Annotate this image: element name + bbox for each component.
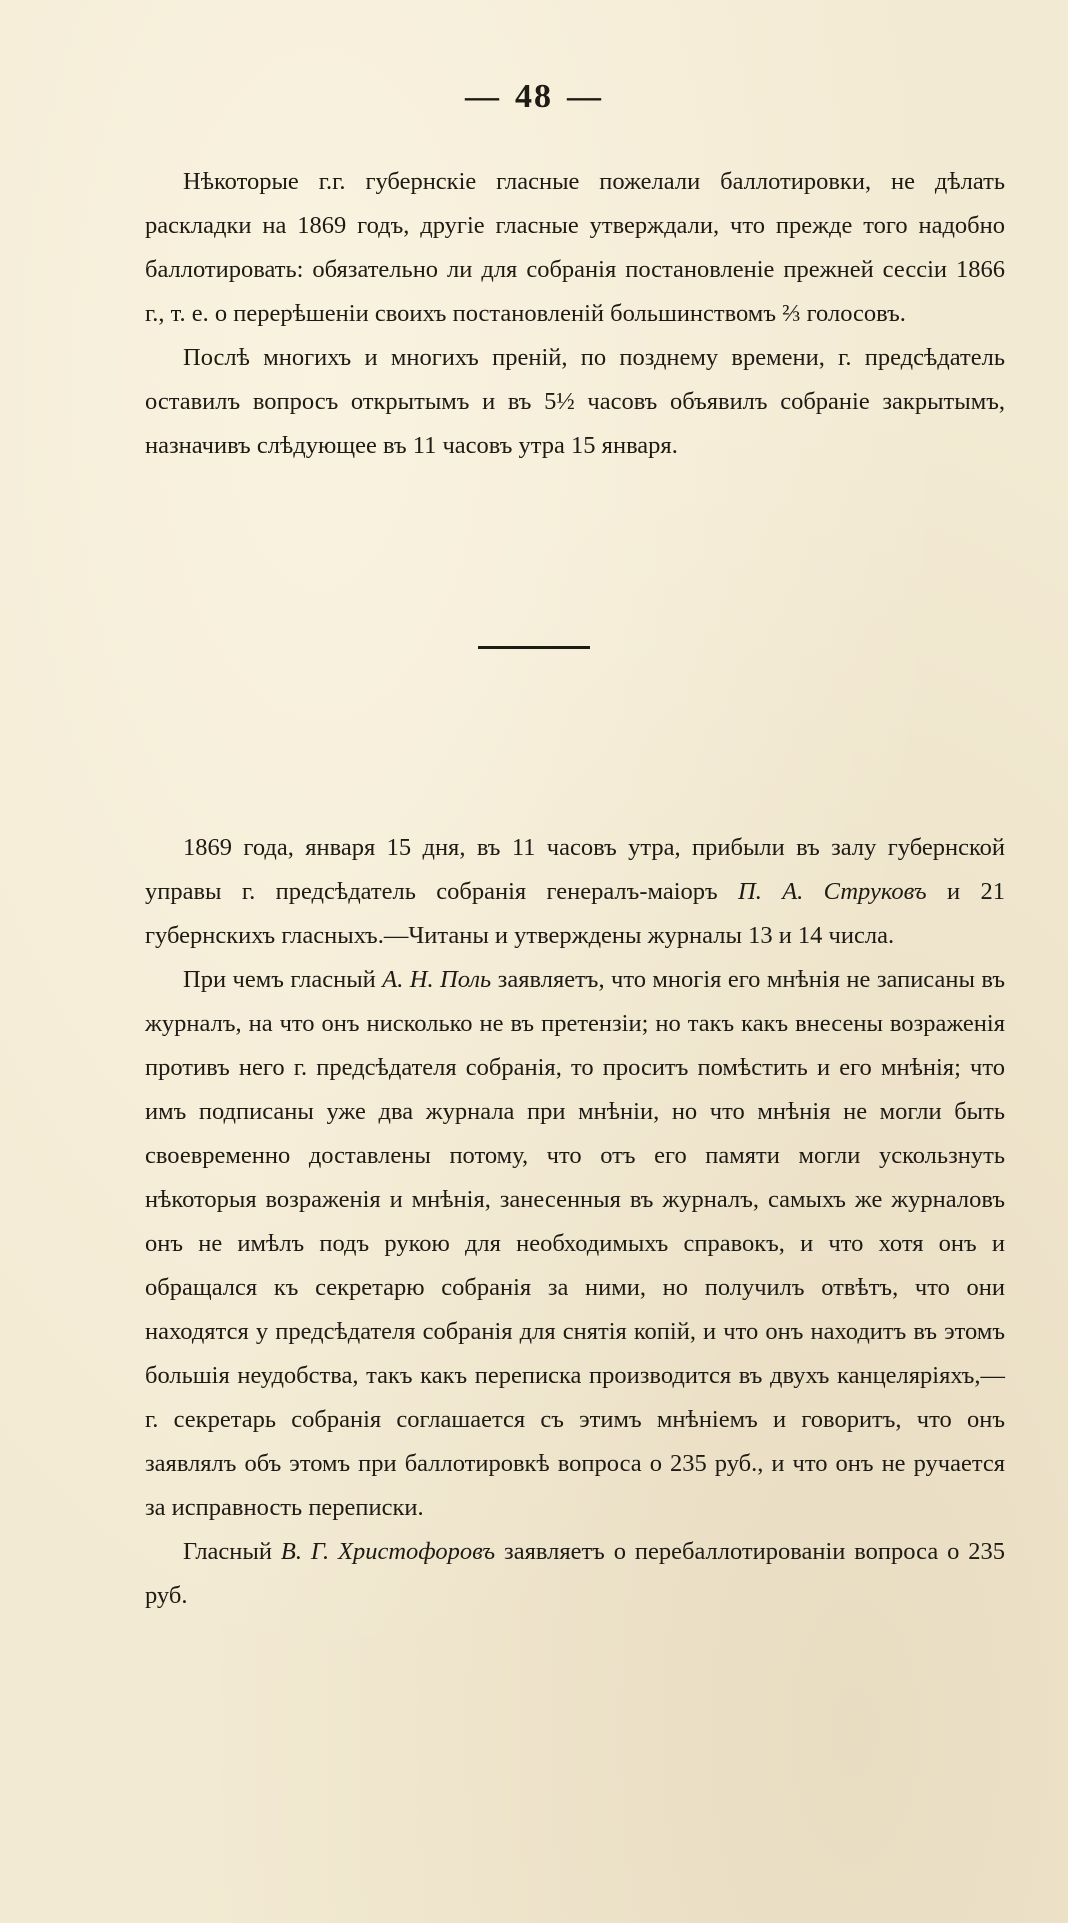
paragraph-session-closed: Послѣ многихъ и многихъ преній, по позднему времени, г. предсѣдатель оставилъ вопросъ открытымъ и въ 5½ часовъ объявилъ собраніе закрытымъ, назначивъ слѣдующее въ 11 часовъ утра 15 января.	[145, 344, 1005, 459]
page-number-value: 48	[515, 78, 553, 115]
person-name: В. Г. Христофоровъ	[280, 1538, 496, 1565]
section-divider	[478, 646, 590, 649]
person-name: П. А. Струковъ	[738, 878, 927, 905]
section-january-15	[145, 826, 1005, 1618]
paragraph-pol-statement: При чемъ гласный А. Н. Поль заявляетъ, что многія его мнѣнія не записаны въ журналъ, на что онъ нисколько не въ претензіи; но такъ какъ внесены возраженія противъ него г. предсѣдателя собранія, то проситъ помѣстить и его мнѣнія; что имъ подписаны уже два журнала при мнѣніи, но что мнѣнія не могли быть своевременно доставлены потому, что отъ его памяти могли ускользнуть нѣкоторыя возраженія и мнѣнія, занесенныя въ журналъ, самыхъ же журналовъ онъ не имѣлъ подъ рукою для необходимыхъ справокъ, и что хотя онъ и обращался къ секретарю собранія за ними, но получилъ отвѣтъ, что они находятся у предсѣдателя собранія для снятія копій, и что онъ находитъ въ этомъ большія неудобства, такъ какъ переписка производится въ двухъ канцеляріяхъ,—г. секретарь собранія соглашается съ этимъ мнѣніемъ и говоритъ, что онъ заявлялъ объ этомъ при баллотировкѣ вопроса о 235 руб., и что онъ не ручается за исправность переписки.	[145, 966, 1006, 1521]
person-name: А. Н. Поль	[382, 966, 492, 993]
paragraph-ballot-dispute: Нѣкоторые г.г. губернскіе гласные пожелали баллотировки, не дѣлать раскладки на 1869 годъ, другіе гласные утверждали, что прежде того надобно баллотировать: обязательно ли для собранія постановленіе прежней сессіи 1866 г., т. е. о перерѣшеніи своихъ постановленій большинствомъ ⅔ голосовъ.	[145, 168, 1005, 327]
paragraph-reballot-request: Гласный В. Г. Христофоровъ заявляетъ о перебаллотированіи вопроса о 235 руб.	[145, 1538, 1005, 1609]
section-session-closing	[145, 160, 1005, 468]
page-number: — 48 —	[465, 78, 603, 115]
paragraph-meeting-opened: 1869 года, января 15 дня, въ 11 часовъ утра, прибыли въ залу губернской управы г. предсѣдатель собранія генералъ-маіоръ П. А. Струковъ и 21 губернскихъ гласныхъ.—Читаны и утверждены журналы 13 и 14 числа.	[145, 834, 1005, 949]
